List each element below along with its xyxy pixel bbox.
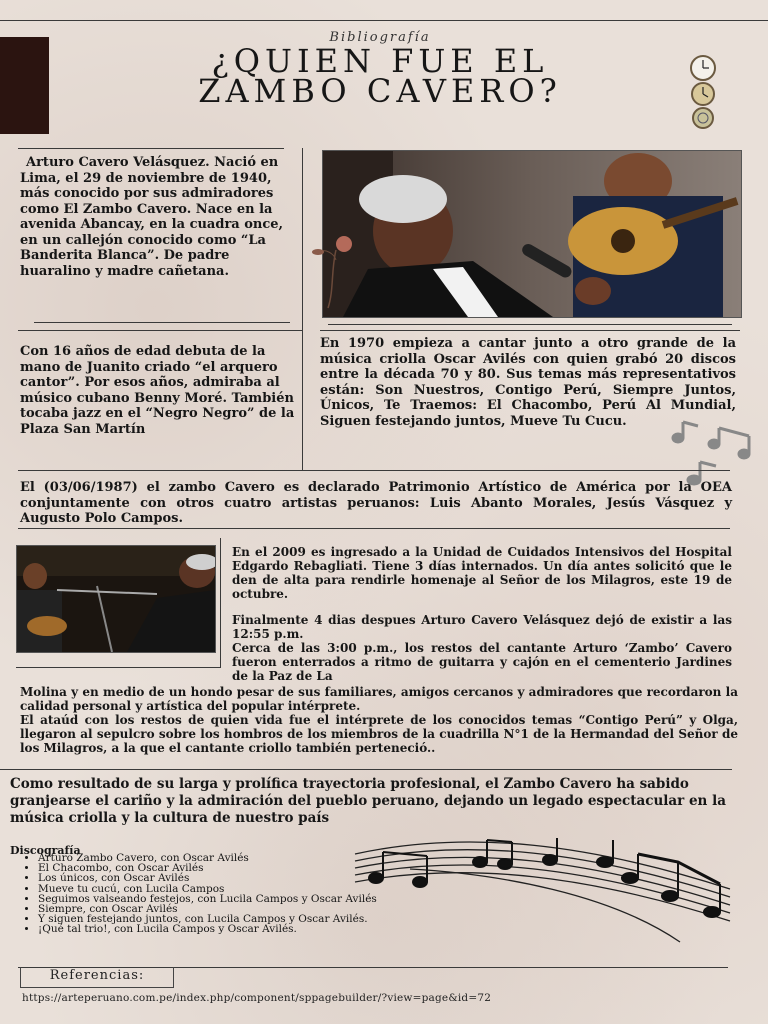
reference-link[interactable]: https://arteperuano.com.pe/index.php/component/sppagebuilder/?view=page&id=72: [22, 992, 492, 1004]
death-paragraph-4: Molina y en medio de un hondo pesar de sus familiares, amigos cercanos y admiradores que recordaron la calidad personal y artística del popular intérprete.: [20, 685, 738, 713]
patrimony-bottom-rule: [18, 528, 730, 529]
music-staff-icon: [350, 834, 735, 944]
page-title-line2: ZAMBO CAVERO?: [198, 72, 562, 110]
legacy-text: Como resultado de su larga y prolífica trayectoria profesional, el Zambo Cavero ha sabido granjearse el cariño y la admiración del pueblo peruano, dejando un legado espectacular en la música criolla y la cultura de nuestro país: [10, 776, 726, 826]
patrimony-top-rule: [18, 470, 730, 471]
list-item: • Mueve tu cucú, con Lucila Campos: [38, 884, 538, 894]
clock-icon-3: [693, 108, 713, 128]
photo-bottom-rule: [16, 667, 220, 668]
legacy-top-rule: [0, 769, 732, 770]
intro-bottom-rule: [34, 322, 290, 323]
death-paragraph-5: El ataúd con los restos de quien vida fue el intérprete de los conocidos temas “Contigo Perú” y Olga, llegaron al sepulcro sobre los hombros de los miembros de la cuadrilla N°1 de la Hermandad del Señor de los Milagros, a la que el cantante criollo también perteneció..: [20, 713, 738, 755]
singer-image: [323, 151, 741, 317]
clock-icon-1: [691, 56, 715, 80]
accent-block: [0, 37, 49, 134]
intro-text: Arturo Cavero Velásquez. Nació en Lima, el 29 de noviembre de 1940, más conocido por sus admiradores como El Zambo Cavero. Nace en la avenida Abancay, en la cuadra once, en un callejón conocido como “La Banderita Blanca”. De padre huaralino y madre cañetana.: [20, 155, 284, 279]
discography-title: Discografía: [10, 844, 81, 857]
clock-icon-2: [692, 83, 714, 105]
intro-bottom-rule-2: [18, 330, 302, 331]
list-item: • Arturo Zambo Cavero, con Oscar Avilés: [38, 853, 538, 863]
page-title-line1: ¿QUIEN FUE EL: [211, 42, 549, 80]
career-top-rule: [328, 324, 732, 325]
list-item: • El Chacombo, con Oscar Avilés: [38, 863, 538, 873]
list-item: • ¡Qué tal trio!, con Lucila Campos y Oscar Avilés.: [38, 924, 538, 934]
music-notes-icon: [670, 418, 765, 488]
death-paragraph-3: Cerca de las 3:00 p.m., los restos del cantante Arturo ‘Zambo’ Cavero fueron enterrados a ritmo de guitarra y cajón en el cementerio Jardines de la Paz de La: [232, 641, 732, 683]
top-rule: [0, 20, 768, 21]
death-paragraph-2: Finalmente 4 dias despues Arturo Cavero Velásquez dejó de existir a las 12:55 p.m.: [232, 613, 732, 641]
list-item: • Y siguen festejando juntos, con Lucila Campos y Oscar Avilés.: [38, 914, 538, 924]
death-paragraph-1: En el 2009 es ingresado a la Unidad de Cuidados Intensivos del Hospital Edgardo Rebagliati. Tiene 3 días internados. Un día antes solicitó que le den de alta para rendirle homenaje al Señor de los Milagros, este 19 de octubre.: [232, 545, 732, 601]
center-divider: [302, 148, 303, 470]
concert-image: [17, 546, 215, 652]
clocks-decoration: [680, 54, 726, 132]
list-item: • Seguimos valseando festejos, con Lucila Campos y Oscar Avilés: [38, 894, 538, 904]
rose-icon: [306, 230, 366, 310]
youth-text: Con 16 años de edad debuta de la mano de Juanito criado “el arquero cantor”. Por esos años, admiraba al músico cubano Benny Moré. También tocaba jazz en el “Negro Negro” de la Plaza San Martín: [20, 344, 295, 437]
concert-photo: [16, 545, 216, 653]
references-label: Referencias:: [49, 968, 145, 983]
photo-side-rule: [220, 538, 221, 668]
main-photo: [322, 150, 742, 318]
list-item: • Siempre, con Oscar Avilés: [38, 904, 538, 914]
kicker: Bibliografía: [329, 30, 431, 45]
references-box: [20, 967, 174, 988]
list-item: • Los únicos, con Oscar Avilés: [38, 873, 538, 883]
career-text: En 1970 empieza a cantar junto a otro grande de la música criolla Oscar Avilés con quien grabó 20 discos entre la década 70 y 80. Sus temas más representativos están: Son Nuestros, Contigo Perú, Siempre Juntos, Únicos, Te Traemos: El Chacombo, Perú Al Mundial, Siguen festejando juntos, Mueve Tu Cucu.: [320, 336, 736, 429]
intro-top-rule: [18, 148, 284, 149]
career-top-rule-2: [320, 330, 740, 331]
patrimony-text: El (03/06/1987) el zambo Cavero es declarado Patrimonio Artístico de América por la OEA conjuntamente con otros cuatro artistas peruanos: Luis Abanto Morales, Jesús Vásquez y Augusto Polo Campos.: [20, 480, 732, 526]
